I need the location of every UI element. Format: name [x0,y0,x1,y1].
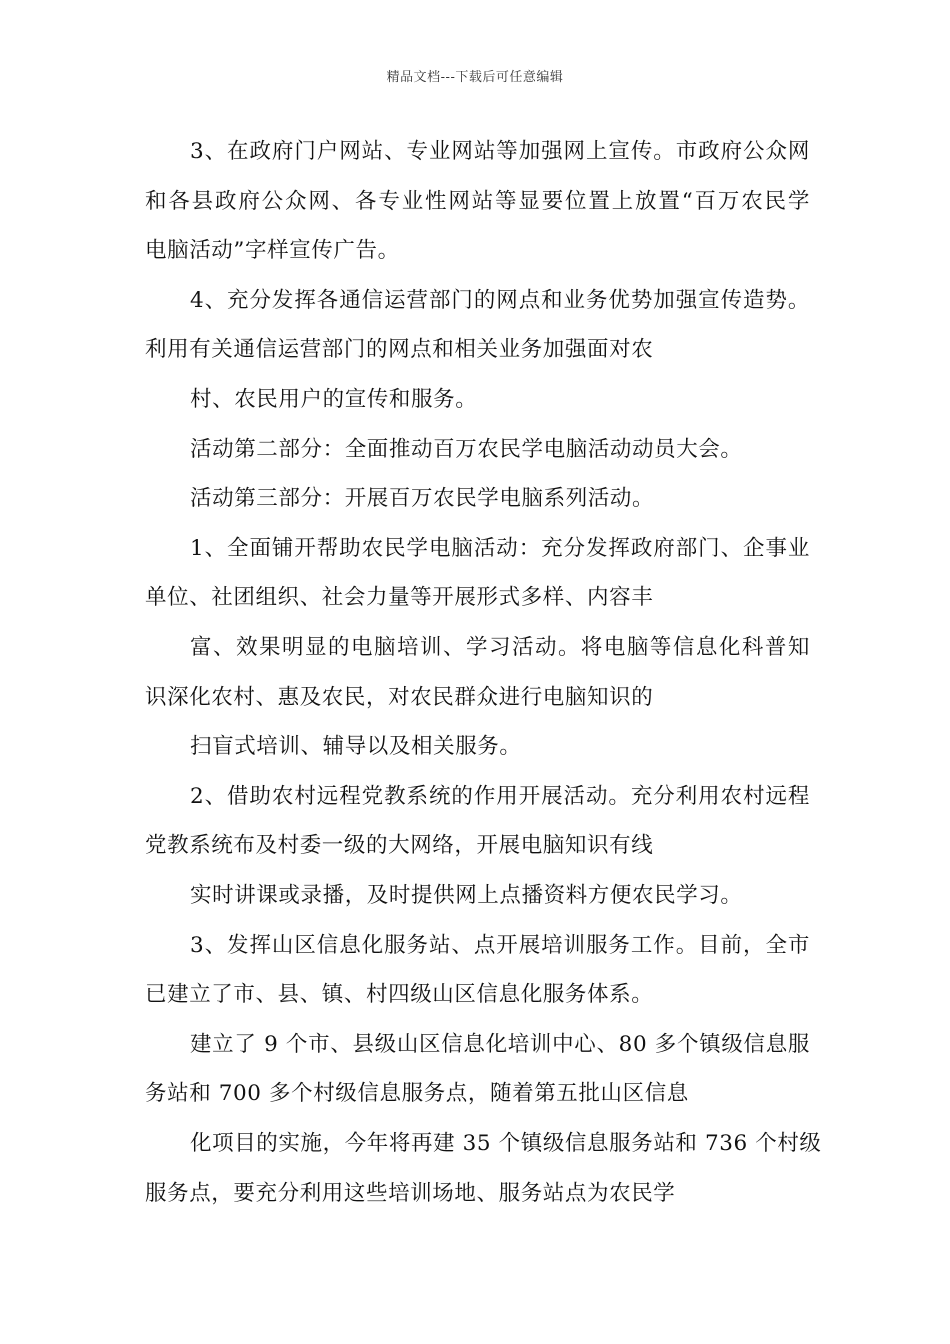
text-line: 3、发挥山区信息化服务站、点开展培训服务工作。目前，全市 [190,932,810,958]
text-line: 村、农民用户的宣传和服务。 [190,387,478,412]
text-line: 利用有关通信运营部门的网点和相关业务加强面对农 [145,337,654,363]
text-line: 扫盲式培训、辅导以及相关服务。 [190,734,522,760]
page-header: 精品文档---下载后可任意编辑 [386,70,564,85]
text-line: 识深化农村、惠及农民，对农民群众进行电脑知识的 [145,684,654,710]
text-line: 已建立了市、县、镇、村四级山区信息化服务体系。 [145,982,654,1008]
text-line: 党教系统布及村委一级的大网络，开展电脑知识有线 [145,833,654,859]
text-line: 和各县政府公众网、各专业性网站等显要位置上放置“百万农民学 [145,188,810,214]
text-line: 实时讲课或录播，及时提供网上点播资料方便农民学习。 [190,883,743,908]
text-line: 电脑活动”字样宣传广告。 [145,238,400,264]
text-line: 3、在政府门户网站、专业网站等加强网上宣传。市政府公众网 [190,139,810,164]
text-line: 活动第三部分：开展百万农民学电脑系列活动。 [190,486,655,512]
text-line: 建立了 9 个市、县级山区信息化培训中心、80 多个镇级信息服 [190,1031,810,1057]
text-line: 化项目的实施，今年将再建 35 个镇级信息服务站和 736 个村级 [190,1131,822,1156]
text-line: 单位、社团组织、社会力量等开展形式多样、内容丰 [145,585,654,611]
text-line: 1、全面铺开帮助农民学电脑活动：充分发挥政府部门、企事业 [190,535,810,561]
text-line: 服务点，要充分利用这些培训场地、服务站点为农民学 [145,1180,676,1206]
text-line: 活动第二部分：全面推动百万农民学电脑活动动员大会。 [190,436,743,462]
text-line: 富、效果明显的电脑培训、学习活动。将电脑等信息化科普知 [190,635,810,660]
text-line: 务站和 700 多个村级信息服务点，随着第五批山区信息 [145,1081,689,1107]
text-line: 4、充分发挥各通信运营部门的网点和业务优势加强宣传造势。 [190,287,810,313]
text-line: 2、借助农村远程党教系统的作用开展活动。充分利用农村远程 [190,783,810,809]
